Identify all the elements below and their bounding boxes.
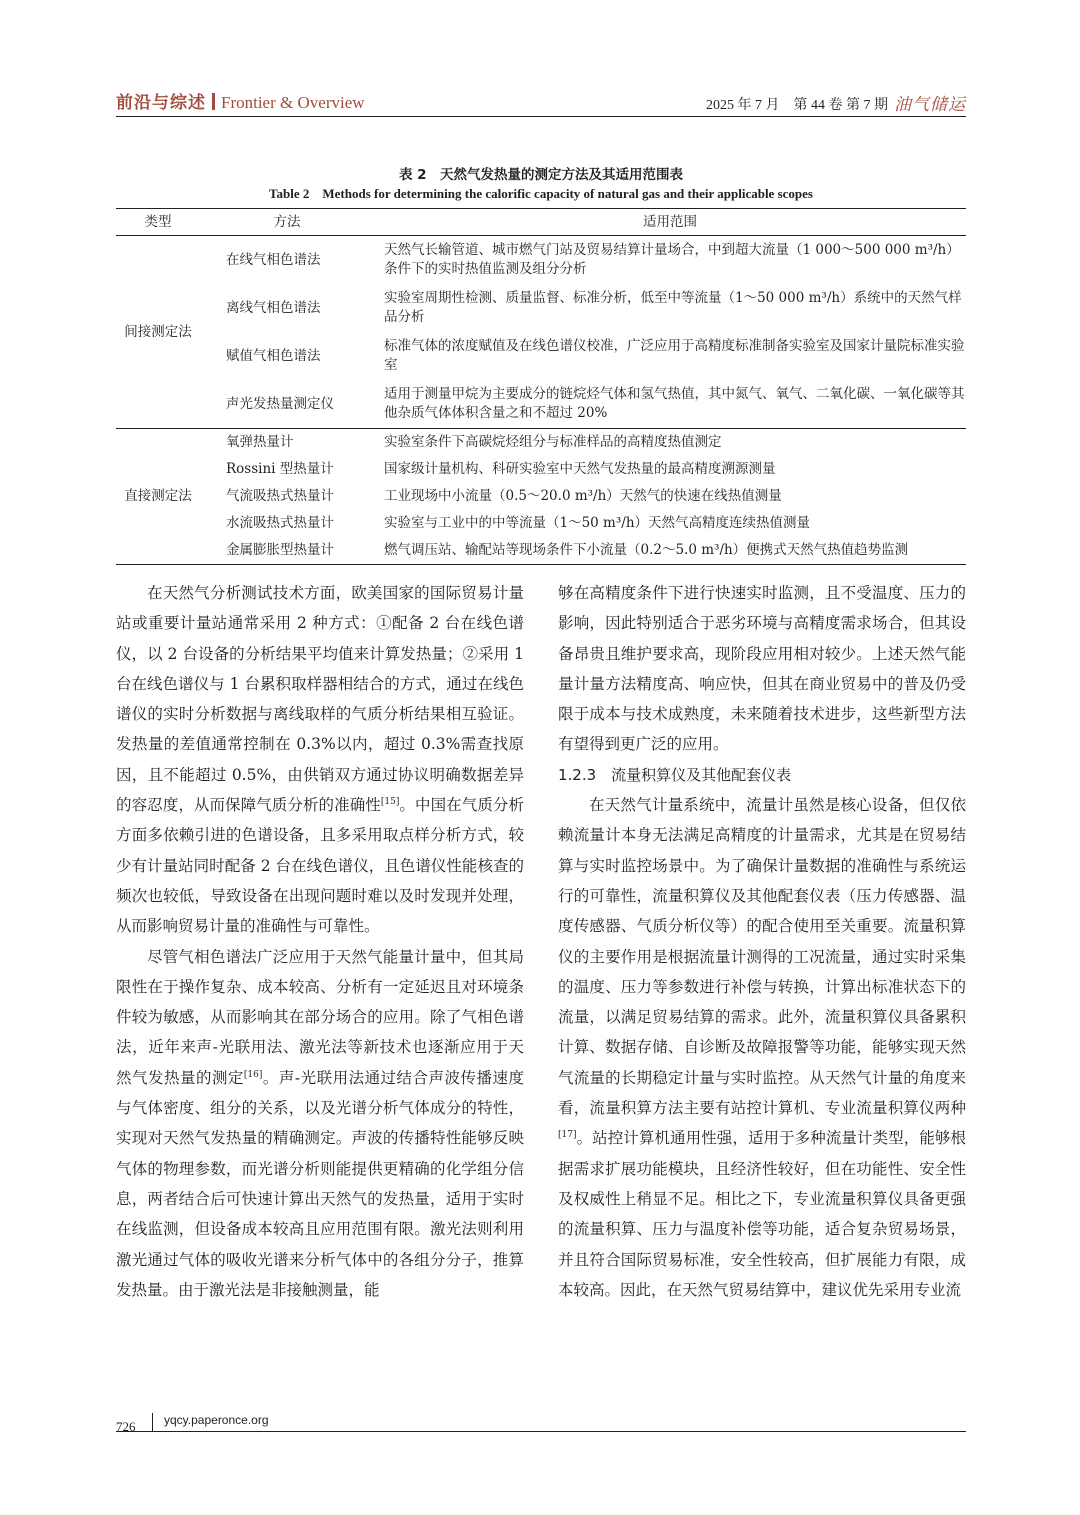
method-cell: Rossini 型热量计 [226,461,334,477]
type-cell: 间接测定法 [116,236,200,429]
method-cell: 赋值气相色谱法 [226,347,321,364]
issue-text: 2025 年 7 月 第 44 卷 第 7 期 [706,98,888,113]
table-caption-cn: 表 2 天然气发热量的测定方法及其适用范围表 [398,167,684,183]
method-cell: 声光发热量测定仪 [200,380,374,429]
scope-cell: 适用于测量甲烷为主要成分的链烷烃气体和氢气热值，其中氮气、氧气、二氧化碳、一氧化碳等其他杂质气体体积含量之和不超过 20% [374,380,966,429]
scope-cell: 国家级计量机构、科研实验室中天然气发热量的最高精度溯源测量 [384,461,776,477]
paragraph-text: 在天然气计量系统中，流量计虽然是核心设备，但仅依赖流量计本身无法满足高精度的计量需求，尤其是在贸易结算与实时监控场景中。为了确保计量数据的准确性与系统运行的可靠性，流量积算仪及其他配套仪表（压力传感器、温度传感器、气质分析仪等）的配合使用至关重要。流量积算仪的主要作用是根据流量计测得的工况流量，通过实时采集的温度、压力等参数进行补偿与转换，计算出标准状态下的流量，以满足贸易结算的需求。此外，流量积算仪具备累积计算、数据存储、自诊断及故障报警等功能，能够实现天然气流量的长期稳定计量与实时监控。从天然气计量的角度来看，流量积算方法主要有站控计算机、专业流量积算仪两种 [558,796,966,1118]
table-row [116,284,966,332]
type-cell: 直接测定法 [116,429,200,565]
method-cell: 金属膨胀型热量计 [200,537,374,565]
scope-cell: 实验室条件下高碳烷烃组分与标准样品的高精度热值测定 [384,434,722,450]
header-scope: 适用范围 [374,209,966,236]
journal-website-link[interactable]: yqcy.paperonce.org [164,1413,269,1427]
section-title-cn: 前沿与综述 [116,93,206,113]
table-row [116,483,966,510]
paragraph: 够在高精度条件下进行快速实时监测，且不受温度、压力的影响，因此特别适合于恶劣环境与高精度需求场合，但其设备昂贵且维护要求高，现阶段应用相对较少。上述天然气能量计量方法精度高、响应快，但其在商业贸易中的普及仍受限于成本与技术成熟度，未来随着技术进步，这些新型方法有望得到更广泛的应用。 [558,584,966,754]
method-cell: 在线气相色谱法 [226,251,321,268]
paragraph-text: 。中国在气质分析方面多依赖引进的色谱设备，且多采用取点样分析方式，较少有计量站同时配备 2 台在线色谱仪，且色谱仪性能核查的频次也较低，导致设备在出现问题时难以及时发现并处理，从而影响贸易计量的准确性与可靠性。 [116,796,524,936]
footer-divider [152,1413,153,1431]
page-footer [116,1413,966,1432]
left-column [116,578,524,1305]
table-row [116,380,966,429]
table-header-row [116,209,966,236]
paragraph [116,942,524,1306]
method-cell: 离线气相色谱法 [226,299,321,316]
header-type: 类型 [116,209,200,236]
section-label [116,88,365,113]
method-cell: 水流吸热式热量计 [226,515,334,531]
paragraph-text: 尽管气相色谱法广泛应用于天然气能量计量中，但其局限性在于操作复杂、成本较高、分析有一定延迟且对环境条件较为敏感，从而影响其在部分场合的应用。除了气相色谱法，近年来声-光联用法、激光法等新技术也逐渐应用于天然气发热量的测定 [116,947,524,1087]
section-title-en: Frontier & Overview [221,93,365,112]
paragraph-text: 。站控计算机通用性强，适用于多种流量计类型，能够根据需求扩展功能模块，且经济性较好，但在功能性、安全性及权威性上稍显不足。相比之下，专业流量积算仪具备更强的流量积算、压力与温度补偿等功能，适合复杂贸易场景，并且符合国际贸易标准，安全性较高，但扩展能力有限，成本较高。因此，在天然气贸易结算中，建议优先采用专业流 [558,1129,966,1299]
scope-cell: 实验室与工业中的中等流量（1～50 m³/h）天然气高精度连续热值测量 [384,515,811,531]
scope-cell: 燃气调压站、输配站等现场条件下小流量（0.2～5.0 m³/h）便携式天然气热值趋势监测 [374,537,966,565]
table-row [116,332,966,380]
page-number: 726 [116,1419,136,1434]
running-header [116,86,966,117]
table-row [116,510,966,537]
scope-cell: 工业现场中小流量（0.5～20.0 m³/h）天然气的快速在线热值测量 [384,488,782,504]
scope-cell: 实验室周期性检测、质量监督、标准分析，低至中等流量（1～50 000 m³/h）系统中的天然气样品分析 [384,290,962,325]
table-row [116,456,966,483]
table-row [116,429,966,457]
table-row [116,236,966,285]
table-row [116,537,966,565]
paragraph [558,790,966,1305]
table-caption-en: Table 2 Methods for determining the calorific capacity of natural gas and their applicable scopes [269,186,813,201]
citation-16[interactable]: [16] [243,1069,263,1080]
citation-15[interactable]: [15] [380,796,400,807]
scope-cell: 标准气体的浓度赋值及在线色谱仪校准，广泛应用于高精度标准制备实验室及国家计量院标准实验室 [384,338,965,373]
journal-logo: 油气储运 [894,95,966,115]
right-column [558,578,966,1305]
header-divider [212,93,215,110]
method-cell: 气流吸热式热量计 [226,488,334,504]
method-cell: 氧弹热量计 [226,434,294,450]
issue-info [706,90,966,115]
section-heading: 1.2.3 流量积算仪及其他配套仪表 [558,765,792,784]
methods-table [116,208,966,565]
paragraph-text: 在天然气分析测试技术方面，欧美国家的国际贸易计量站或重要计量站通常采用 2 种方式：①配备 2 台在线色谱仪，以 2 台设备的分析结果平均值来计算发热量；②采用 1 台在线色谱仪与 1 台累积取样器相结合的方式，通过在线色谱仪的实时分析数据与离线取样的气质分析结果相互验证。发热量的差值通常控制在 0.3%以内，超过 0.3%需查找原因，且不能超过 0.5%，由供销双方通过协议明确数据差异的容忍度，从而保障气质分析的准确性 [116,584,524,815]
citation-17[interactable]: [17] [558,1130,577,1141]
scope-cell: 天然气长输管道、城市燃气门站及贸易结算计量场合，中到超大流量（1 000～500 000 m³/h）条件下的实时热值监测及组分分析 [384,242,960,277]
paragraph-text: 。声-光联用法通过结合声波传播速度与气体密度、组分的关系，以及光谱分析气体成分的特性，实现对天然气发热量的精确测定。声波的传播特性能够反映气体的物理参数，而光谱分析则能提供更精确的化学组分信息，两者结合后可快速计算出天然气的发热量，适用于实时在线监测，但设备成本较高且应用范围有限。激光法则利用激光通过气体的吸收光谱来分析气体中的各组分分子，推算发热量。由于激光法是非接触测量，能 [116,1068,524,1299]
paragraph [116,578,524,942]
header-method: 方法 [200,209,374,236]
